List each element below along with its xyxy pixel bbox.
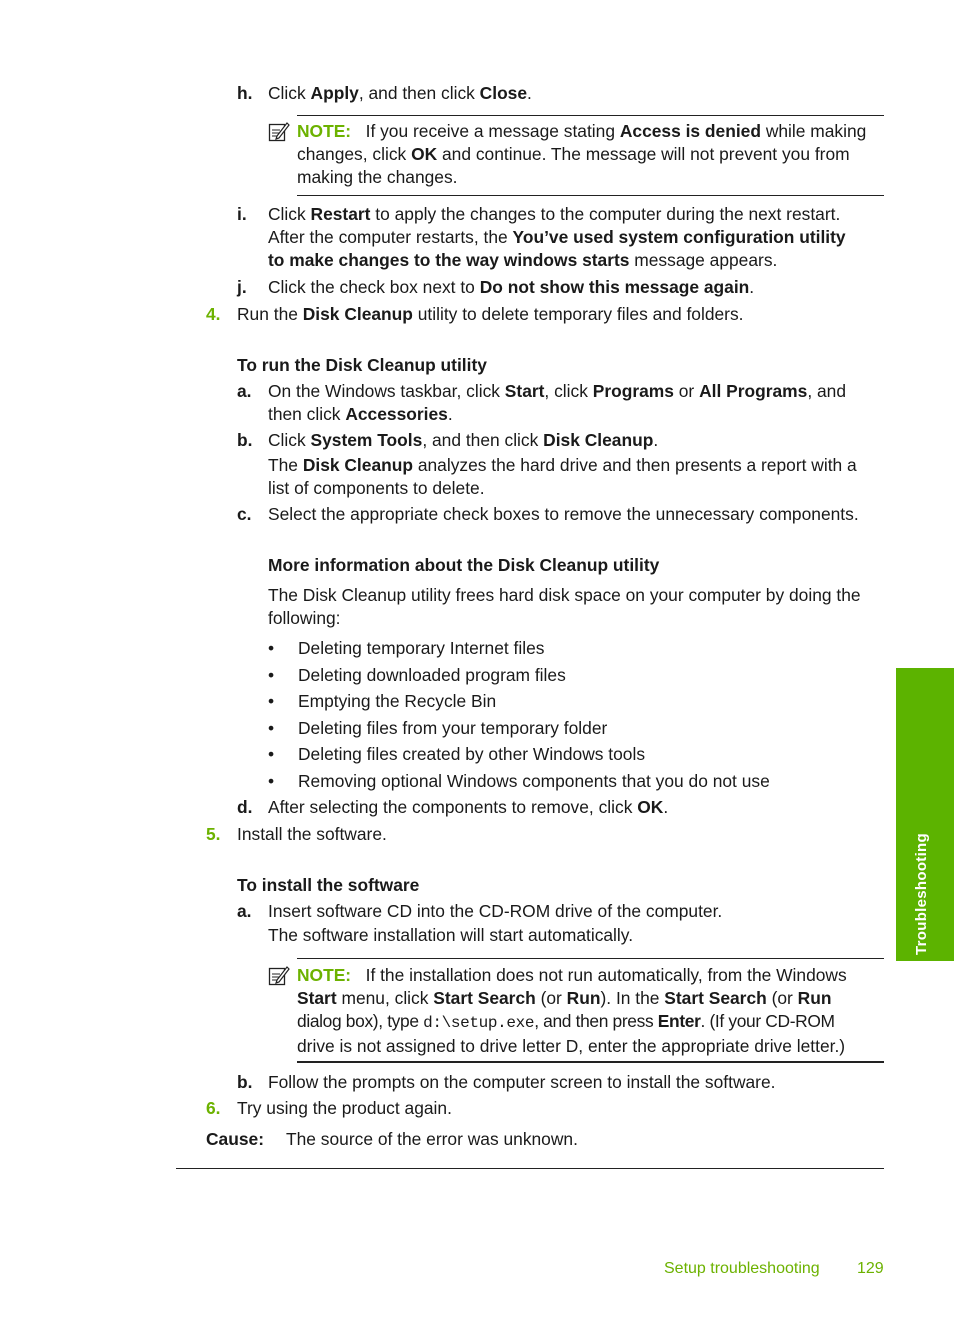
page-number: 129 (857, 1260, 884, 1277)
install-step-b-text: Follow the prompts on the computer screen to install the software. (268, 1072, 776, 1092)
bullet-item: Deleting downloaded program files (298, 665, 566, 685)
disk-cleanup-heading: To run the Disk Cleanup utility (237, 355, 487, 375)
note-bottom-rule (297, 195, 884, 196)
step-a-text: On the Windows taskbar, click Start, click Programs or All Programs, and then click Accessories. (268, 381, 846, 424)
note-label: NOTE: (297, 965, 352, 985)
bullet-item: Deleting files created by other Windows tools (298, 744, 646, 764)
cause-label: Cause: (206, 1129, 264, 1149)
more-info-heading: More information about the Disk Cleanup utility (268, 555, 660, 575)
note-icon (268, 121, 290, 143)
bullet-marker: • (268, 691, 275, 711)
step-b-text: Click System Tools, and then click Disk Cleanup. The Disk Cleanup analyzes the hard drive and then presents a report with a list of components to delete. (268, 430, 857, 498)
bullet-marker: • (268, 665, 275, 685)
note-top-rule (297, 115, 884, 116)
step-letter: a. (237, 901, 252, 921)
bullet-item: Deleting temporary Internet files (298, 638, 545, 658)
step-number: 4. (206, 304, 221, 324)
step-letter: c. (237, 504, 252, 524)
side-tab-label: Troubleshooting (913, 833, 930, 955)
note-2: NOTE: If the installation does not run automatically, from the Windows Start menu, click Start Search (or Run). In the Start Search (or Run dialog box), type d:\setup.exe, and then press Enter. (If your CD-ROM drive is not assigned to drive letter D, enter the appropriate drive letter.) (297, 965, 847, 1056)
note-top-rule (297, 958, 884, 959)
install-heading: To install the software (237, 875, 420, 895)
step-4-text: Run the Disk Cleanup utility to delete temporary files and folders. (237, 304, 744, 324)
step-letter: d. (237, 797, 253, 817)
footer-section: Setup troubleshooting (664, 1260, 820, 1277)
step-i-text: Click Restart to apply the changes to the computer during the next restart. After the computer restarts, the You’ve used system configuration utility to make changes to the way windows starts message appears. (268, 204, 846, 270)
note-1: NOTE: If you receive a message stating Access is denied while making changes, click OK and continue. The message will not prevent you from making the changes. (297, 121, 867, 187)
bullet-item: Emptying the Recycle Bin (298, 691, 497, 711)
step-6-text: Try using the product again. (237, 1098, 452, 1118)
more-info-paragraph: The Disk Cleanup utility frees hard disk space on your computer by doing the following: (268, 585, 861, 628)
note-icon (268, 965, 290, 987)
step-letter: h. (237, 83, 253, 103)
step-letter: a. (237, 381, 252, 401)
step-letter: b. (237, 430, 253, 450)
step-j-text: Click the check box next to Do not show this message again. (268, 277, 755, 297)
step-letter: b. (237, 1072, 253, 1092)
step-letter: j. (237, 277, 247, 297)
step-number: 6. (206, 1098, 221, 1118)
note-label: NOTE: (297, 121, 352, 141)
step-c-text: Select the appropriate check boxes to remove the unnecessary components. (268, 504, 859, 524)
cause-text: The source of the error was unknown. (286, 1129, 578, 1149)
bullet-marker: • (268, 744, 275, 764)
note-bottom-rule (297, 1061, 884, 1063)
step-number: 5. (206, 824, 221, 844)
bullet-item: Removing optional Windows components that you do not use (298, 771, 770, 791)
step-d-text: After selecting the components to remove, click OK. (268, 797, 669, 817)
step-letter: i. (237, 204, 247, 224)
section-end-rule (176, 1168, 884, 1169)
bullet-marker: • (268, 638, 275, 658)
step-5-text: Install the software. (237, 824, 387, 844)
install-step-a-text: Insert software CD into the CD-ROM drive of the computer. The software installation will start automatically. (268, 901, 723, 945)
step-h-text: Click Apply, and then click Close. (268, 83, 532, 103)
bullet-marker: • (268, 718, 275, 738)
bullet-item: Deleting files from your temporary folder (298, 718, 608, 738)
code-path: d:\setup.exe (423, 1014, 535, 1032)
bullet-marker: • (268, 771, 275, 791)
